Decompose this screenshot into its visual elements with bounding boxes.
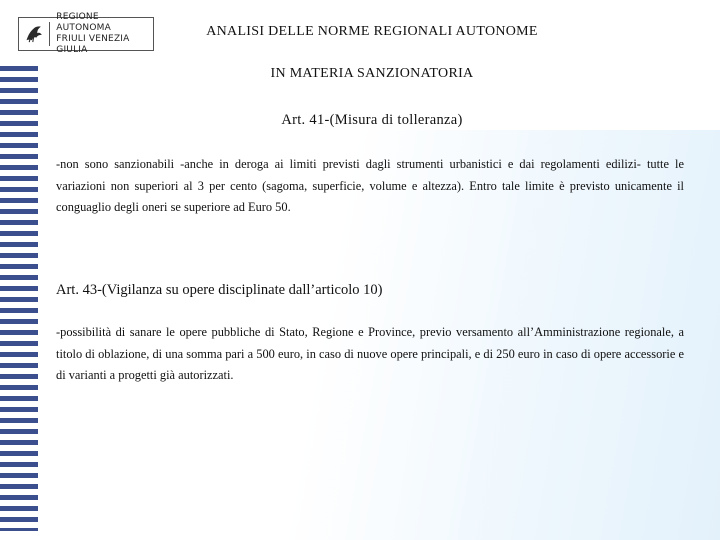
left-striped-bar — [0, 66, 38, 531]
page-subtitle: IN MATERIA SANZIONATORIA — [270, 66, 474, 81]
section1-text: -non sono sanzionabili -anche in deroga ai limiti previsti dagli strumenti urbanistici e dai regolamenti edilizi- tutte le variazioni non superiori al 3 per cento (sagoma, superficie, volume e altezza). Entro tale limite è previsto unicamente il conguaglio degli oneri se superiore ad Euro 50. — [56, 157, 684, 214]
section1-heading: Art. 41-(Misura di tolleranza) — [281, 112, 463, 128]
page-title: ANALISI DELLE NORME REGIONALI AUTONOME — [206, 24, 538, 39]
logo-line-1: REGIONE AUTONOMA — [56, 12, 111, 33]
section2-text: -possibilità di sanare le opere pubbliche di Stato, Regione e Province, previo versamento all’Amministrazione regionale, a titolo di oblazione, di una somma pari a 500 euro, in caso di nuove opere principali, e di 250 euro in caso di opere accessorie e di varianti a progetti già autorizzati. — [56, 325, 684, 382]
logo-line-2: FRIULI VENEZIA GIULIA — [56, 34, 130, 55]
section2-heading: Art. 43-(Vigilanza su opere disciplinate dall’articolo 10) — [56, 282, 383, 298]
